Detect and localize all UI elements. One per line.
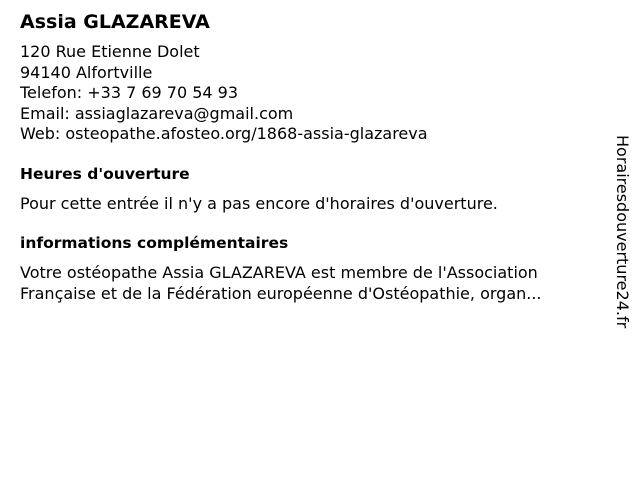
address-street: 120 Rue Etienne Dolet xyxy=(20,42,200,61)
web-line: Web: osteopathe.afosteo.org/1868-assia-glazareva xyxy=(20,124,428,143)
site-watermark: Horairesdouverture24.fr xyxy=(613,135,632,329)
hours-title: Heures d'ouverture xyxy=(20,164,190,183)
info-title: informations complémentaires xyxy=(20,234,289,252)
info-text xyxy=(20,263,600,304)
info-text-line-2: Française et de la Fédération européenne d'Ostéopathie, organ... xyxy=(20,283,542,303)
entry-card xyxy=(20,10,600,304)
entry-name: Assia GLAZAREVA xyxy=(20,11,210,33)
hours-text: Pour cette entrée il n'y a pas encore d'horaires d'ouverture. xyxy=(20,193,498,213)
phone-line: Telefon: +33 7 69 70 54 93 xyxy=(20,83,239,102)
email-line: Email: assiaglazareva@gmail.com xyxy=(20,103,294,123)
info-text-line-1: Votre ostéopathe Assia GLAZAREVA est membre de l'Association xyxy=(20,263,538,282)
address-city: 94140 Alfortville xyxy=(20,62,153,82)
